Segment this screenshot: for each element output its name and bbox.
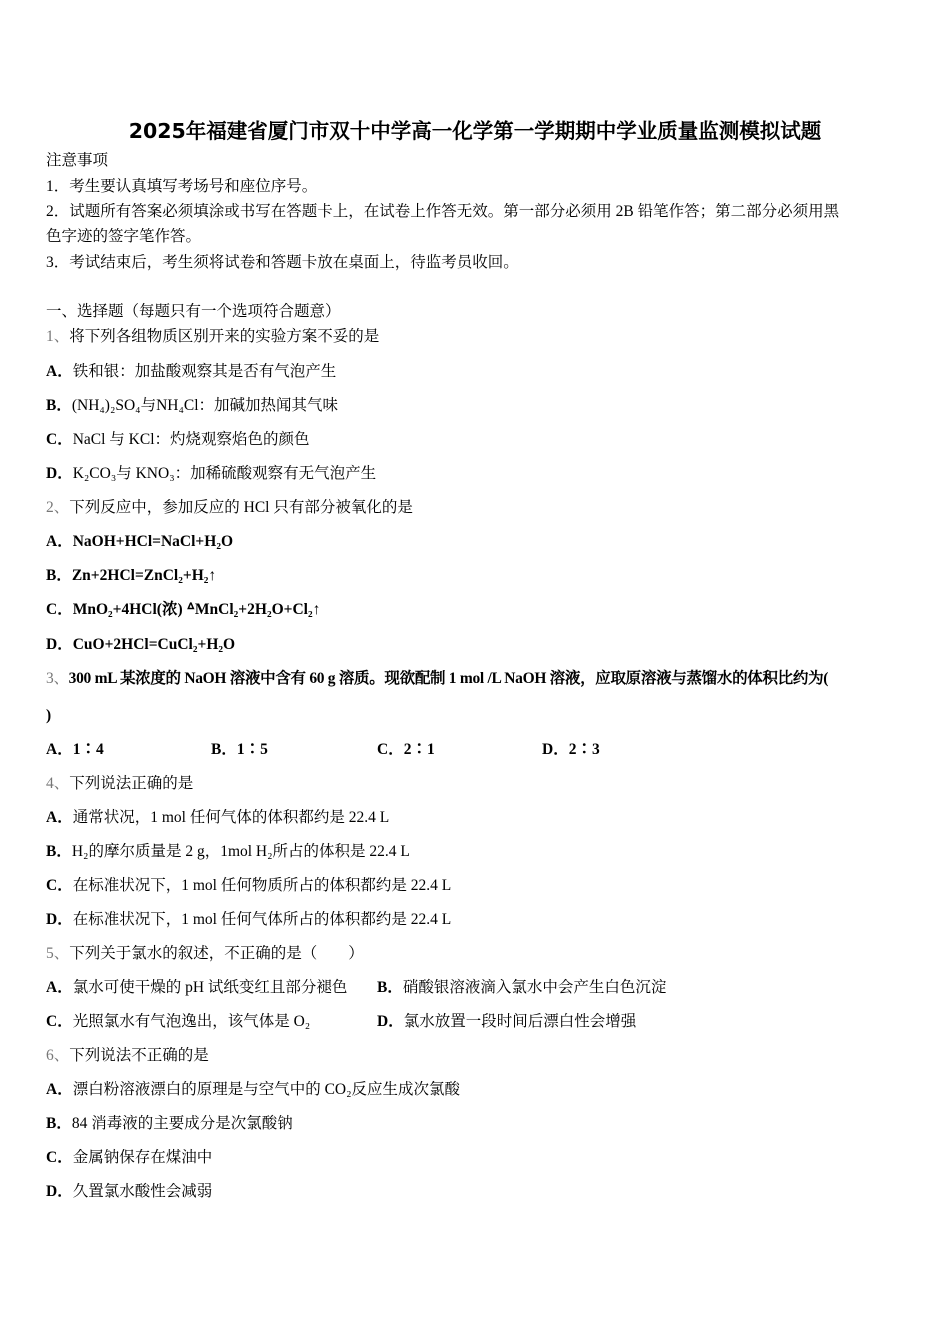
option — [46, 740, 104, 760]
option-text: 氯水放置一段时间后漂白性会增强 — [403, 1013, 637, 1030]
option-label: A． — [46, 809, 73, 826]
option — [46, 396, 338, 416]
option-text: 1∶4 — [72, 741, 104, 758]
question-text: 下列反应中，参加反应的 HCl 只有部分被氧化的是 — [69, 499, 413, 516]
option-text: NaOH+HCl=NaCl+H₂O — [72, 533, 234, 550]
question-3-stem — [46, 669, 828, 689]
option-text: 氯水可使干燥的 pH 试纸变红且部分褪色 — [72, 979, 348, 996]
option-label: D． — [542, 741, 569, 758]
option — [542, 740, 600, 760]
option-label: C． — [46, 431, 73, 448]
option — [46, 876, 451, 896]
option-text: Zn+2HCl=ZnCl₂+H₂↑ — [71, 567, 217, 584]
notice-item: 1．考生要认真填写考场号和座位序号。 — [46, 178, 318, 195]
option-label: A． — [46, 741, 73, 758]
option — [211, 740, 268, 760]
option-text: 久置氯水酸性会减弱 — [72, 1183, 213, 1200]
option — [46, 1114, 293, 1134]
option-text: MnO₂+4HCl(浓) ᐞMnCl₂+2H₂O+Cl₂↑ — [72, 601, 321, 618]
option-label: B． — [211, 741, 237, 758]
option — [46, 1080, 460, 1100]
notice-heading: 注意事项 — [46, 152, 109, 169]
option-text: 2∶1 — [403, 741, 435, 758]
question-6-stem — [46, 1046, 209, 1066]
question-number: 2、 — [46, 499, 70, 516]
option — [46, 430, 310, 450]
option — [377, 1012, 636, 1032]
question-number: 6、 — [46, 1047, 70, 1064]
question-3-stem-continued: ) — [46, 707, 52, 724]
question-5-stem — [46, 944, 364, 964]
option — [46, 532, 233, 552]
option-row — [46, 1012, 906, 1032]
option-label: D． — [46, 465, 73, 482]
option-text: 1∶5 — [236, 741, 268, 758]
question-number: 1、 — [46, 328, 70, 345]
option-text: 光照氯水有气泡逸出，该气体是 O₂ — [72, 1013, 311, 1030]
notice-item: 色字迹的签字笔作答。 — [46, 228, 202, 245]
option — [46, 842, 410, 862]
option-text: (NH₄)₂SO₄与NH₄Cl：加碱加热闻其气味 — [71, 397, 339, 414]
option-text: 84 消毒液的主要成分是次氯酸钠 — [71, 1115, 293, 1132]
question-text: 下列说法不正确的是 — [69, 1047, 209, 1064]
option-label: C． — [46, 601, 73, 618]
option-label: D． — [377, 1013, 404, 1030]
page-title: 2025年福建省厦门市双十中学高一化学第一学期期中学业质量监测模拟试题 — [128, 119, 822, 143]
option-label: C． — [46, 1149, 73, 1166]
option — [46, 600, 320, 620]
option-text: NaCl 与 KCl：灼烧观察焰色的颜色 — [72, 431, 310, 448]
option — [46, 1148, 212, 1168]
option-text: 在标准状况下，1 mol 任何物质所占的体积都约是 22.4 L — [72, 877, 452, 894]
option — [46, 635, 235, 655]
option-label: A． — [46, 533, 73, 550]
option — [46, 566, 216, 586]
notice-item: 3．考试结束后，考生须将试卷和答题卡放在桌面上，待监考员收回。 — [46, 254, 519, 271]
option — [46, 1182, 212, 1202]
option-label: B． — [46, 397, 72, 414]
option-row — [46, 740, 906, 760]
option-text: 2∶3 — [568, 741, 600, 758]
option-text: CuO+2HCl=CuCl₂+H₂O — [72, 636, 236, 653]
question-1-stem — [46, 327, 379, 347]
option-text: 铁和银：加盐酸观察其是否有气泡产生 — [72, 363, 337, 380]
option-text: 硝酸银溶液滴入氯水中会产生白色沉淀 — [402, 979, 667, 996]
option-row — [46, 978, 906, 998]
option — [377, 978, 666, 998]
option-label: A． — [46, 979, 73, 996]
option-text: K₂CO₃与 KNO₃：加稀硫酸观察有无气泡产生 — [72, 465, 377, 482]
question-number: 5、 — [46, 945, 70, 962]
notice-item: 2．试题所有答案必须填涂或书写在答题卡上，在试卷上作答无效。第一部分必须用 2B 铅笔作答；第二部分必须用黑 — [46, 203, 840, 220]
option-label: C． — [377, 741, 404, 758]
option-label: C． — [46, 1013, 73, 1030]
question-2-stem — [46, 498, 413, 518]
option-label: D． — [46, 636, 73, 653]
section-heading: 一、选择题（每题只有一个选项符合题意） — [46, 303, 341, 320]
question-number: 4、 — [46, 775, 70, 792]
option-label: B． — [46, 567, 72, 584]
option-text: 金属钠保存在煤油中 — [72, 1149, 213, 1166]
option-label: B． — [46, 843, 72, 860]
option-text: 在标准状况下，1 mol 任何气体所占的体积都约是 22.4 L — [72, 911, 452, 928]
option — [46, 808, 389, 828]
option-text: 漂白粉溶液漂白的原理是与空气中的 CO₂反应生成次氯酸 — [72, 1081, 461, 1098]
question-text: 将下列各组物质区别开来的实验方案不妥的是 — [69, 328, 380, 345]
option-label: A． — [46, 363, 73, 380]
option-text: 通常状况，1 mol 任何气体的体积都约是 22.4 L — [72, 809, 390, 826]
option — [46, 978, 347, 998]
option-label: D． — [46, 1183, 73, 1200]
option — [46, 362, 336, 382]
question-text: 下列关于氯水的叙述，不正确的是（ ） — [69, 945, 364, 962]
option-label: B． — [46, 1115, 72, 1132]
question-text: 下列说法正确的是 — [69, 775, 194, 792]
option-label: A． — [46, 1081, 73, 1098]
option-label: B． — [377, 979, 403, 996]
option-text: H₂的摩尔质量是 2 g，1mol H₂所占的体积是 22.4 L — [71, 843, 410, 860]
option — [46, 1012, 310, 1032]
option-label: D． — [46, 911, 73, 928]
question-4-stem — [46, 774, 193, 794]
question-text: 300 mL 某浓度的 NaOH 溶液中含有 60 g 溶质。现欲配制 1 mol /L NaOH 溶液，应取原溶液与蒸馏水的体积比约为( — [68, 670, 829, 687]
option — [46, 464, 376, 484]
option-label: C． — [46, 877, 73, 894]
option — [46, 910, 451, 930]
option — [377, 740, 435, 760]
question-number: 3、 — [46, 670, 69, 687]
